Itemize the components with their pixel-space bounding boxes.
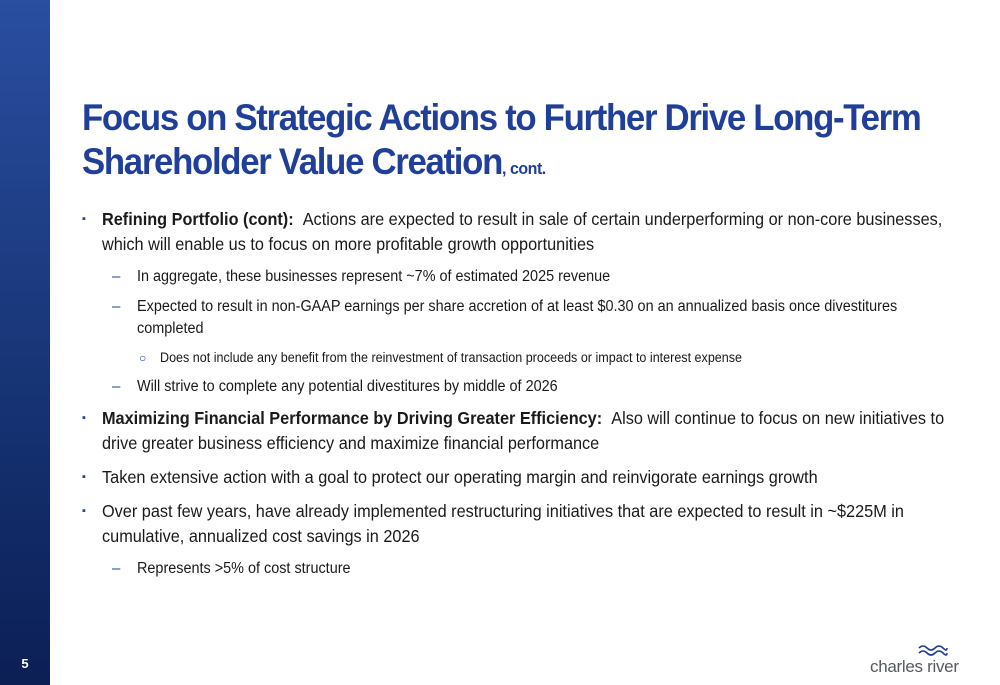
company-logo (870, 642, 962, 676)
bullet-text: Does not include any benefit from the reinvestment of transaction proceeds or impact to interest expense (160, 350, 743, 365)
bullet-marker: ▪ (82, 505, 86, 517)
bullet-content (137, 558, 946, 580)
bullet-list (82, 207, 982, 588)
bullet-item-level3 (82, 348, 982, 368)
bullet-bold-lead: Refining Portfolio (cont): (102, 209, 294, 229)
bullet-marker: ▪ (82, 412, 86, 424)
bullet-content (137, 266, 946, 288)
sidebar-band (0, 0, 50, 685)
bullet-text: Actions are expected to result in sale of certain underperforming or non-core businesses, which will enable us to focus on more profitable growth opportunities (102, 209, 943, 254)
bullet-content (102, 207, 978, 257)
bullet-item-level1 (82, 406, 982, 456)
bullet-marker: ▪ (82, 213, 86, 225)
bullet-bold-lead: Maximizing Financial Performance by Driving Greater Efficiency: (102, 408, 603, 428)
bullet-marker: – (112, 378, 121, 395)
bullet-text: Expected to result in non-GAAP earnings per share accretion of at least $0.30 on an annualized basis once divestitures completed (137, 298, 898, 337)
bullet-item-level1 (82, 465, 982, 490)
bullet-content (137, 376, 946, 398)
bullet-text: In aggregate, these businesses represent ~7% of estimated 2025 revenue (137, 268, 611, 285)
bullet-text: Also will continue to focus on new initiatives to drive greater business efficiency and maximize financial performance (102, 408, 945, 453)
bullet-text: Represents >5% of cost structure (137, 560, 351, 577)
title-main: Focus on Strategic Actions to Further Drive Long-Term Shareholder Value Creation (82, 97, 921, 182)
bullet-item-level2 (82, 376, 982, 398)
bullet-content (102, 465, 978, 490)
bullet-text: Will strive to complete any potential divestitures by middle of 2026 (137, 378, 558, 395)
bullet-marker: ○ (139, 351, 147, 365)
bullet-text: Over past few years, have already implemented restructuring initiatives that are expected to result in ~$225M in cumulative, annualized cost savings in 2026 (102, 501, 904, 546)
bullet-item-level2 (82, 558, 982, 580)
bullet-item-level1 (82, 499, 982, 549)
bullet-item-level1 (82, 207, 982, 257)
bullet-content (102, 406, 978, 456)
page-number: 5 (21, 656, 29, 671)
bullet-text: Taken extensive action with a goal to protect our operating margin and reinvigorate earnings growth (102, 467, 818, 487)
slide-title (82, 96, 928, 191)
bullet-marker: – (112, 298, 121, 315)
bullet-marker: – (112, 268, 121, 285)
bullet-marker: – (112, 560, 121, 577)
logo-text: charles river (870, 657, 959, 676)
wave-icon (918, 644, 948, 656)
bullet-content (137, 296, 946, 340)
title-suffix: , cont. (502, 159, 546, 178)
bullet-item-level2 (82, 266, 982, 288)
bullet-marker: ▪ (82, 471, 86, 483)
bullet-content (160, 348, 902, 368)
bullet-content (102, 499, 978, 549)
bullet-item-level2 (82, 296, 982, 340)
